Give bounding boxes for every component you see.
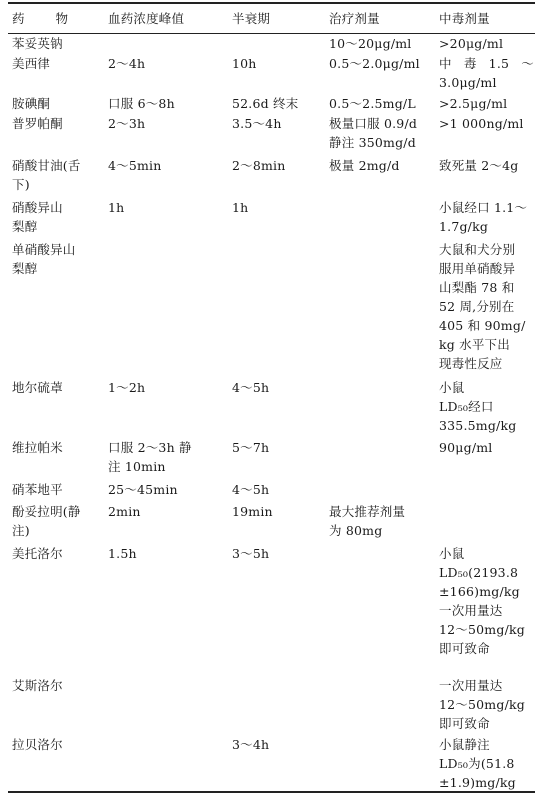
cell-peak-concentration: 2～3h	[108, 116, 146, 131]
cell-peak-concentration: 25～45min	[108, 482, 178, 497]
cell-toxic-dose: 一次用量达 12～50mg/kg 即可致命	[439, 678, 525, 731]
cell-drug-name: 普罗帕酮	[12, 116, 63, 131]
cell-therapeutic-dose: 10～20μg/ml	[329, 36, 412, 51]
cell-toxic-dose: 中毒1.5～3.0μg/ml	[439, 56, 534, 90]
cell-half-life: 4～5h	[232, 380, 270, 395]
header-therapeutic-dose: 治疗剂量	[329, 11, 380, 26]
cell-peak-concentration: 2～4h	[108, 56, 146, 71]
cell-half-life: 3～5h	[232, 546, 270, 561]
cell-peak-concentration: 口服 2～3h 静 注 10min	[108, 440, 192, 474]
cell-drug-name: 胺碘酮	[12, 96, 51, 111]
cell-half-life: 19min	[232, 504, 273, 519]
cell-peak-concentration: 1～2h	[108, 380, 146, 395]
cell-drug-name: 拉贝洛尔	[12, 737, 63, 752]
cell-drug-name: 艾斯洛尔	[12, 678, 63, 693]
cell-toxic-dose: 小鼠 LD₅₀(2193.8 ±166)mg/kg 一次用量达 12～50mg/kg 即可致命	[439, 546, 525, 656]
table-top-rule	[8, 2, 535, 4]
cell-therapeutic-dose: 极量 2mg/d	[329, 158, 400, 173]
cell-drug-name: 硝酸异山 梨醇	[12, 200, 63, 234]
cell-toxic-dose: >20μg/ml	[439, 36, 504, 51]
header-toxic-dose: 中毒剂量	[439, 11, 490, 26]
cell-half-life: 3.5～4h	[232, 116, 282, 131]
cell-toxic-dose: 小鼠 LD₅₀经口 335.5mg/kg	[439, 380, 517, 433]
cell-half-life: 3～4h	[232, 737, 270, 752]
cell-toxic-dose: >2.5μg/ml	[439, 96, 508, 111]
cell-therapeutic-dose: 0.5～2.5mg/L	[329, 96, 416, 111]
cell-peak-concentration: 2min	[108, 504, 141, 519]
cell-half-life: 5～7h	[232, 440, 270, 455]
cell-toxic-dose: 致死量 2～4g	[439, 158, 519, 173]
cell-therapeutic-dose: 最大推荐剂量 为 80mg	[329, 504, 406, 538]
cell-drug-name: 苯妥英钠	[12, 36, 63, 51]
cell-toxic-dose: 大鼠和犬分别 服用单硝酸异 山梨酯 78 和 52 周,分别在 405 和 90mg/ kg 水平下出 现毒性反应	[439, 242, 526, 371]
cell-drug-name: 酚妥拉明(静 注)	[12, 504, 81, 538]
cell-drug-name: 美西律	[12, 56, 51, 71]
cell-therapeutic-dose: 0.5～2.0μg/ml	[329, 56, 420, 71]
cell-half-life: 1h	[232, 200, 249, 215]
cell-half-life: 2～8min	[232, 158, 286, 173]
cell-toxic-dose: >1 000ng/ml	[439, 116, 524, 131]
cell-toxic-dose: 小鼠静注 LD₅₀为(51.8 ±1.9)mg/kg	[439, 737, 516, 790]
cell-half-life: 4～5h	[232, 482, 270, 497]
cell-drug-name: 维拉帕米	[12, 440, 63, 455]
cell-drug-name: 硝酸甘油(舌 下)	[12, 158, 81, 192]
cell-peak-concentration: 1h	[108, 200, 125, 215]
cell-peak-concentration: 口服 6～8h	[108, 96, 175, 111]
cell-drug-name: 单硝酸异山 梨醇	[12, 242, 76, 276]
cell-toxic-dose: 小鼠经口 1.1～ 1.7g/kg	[439, 200, 528, 234]
cell-toxic-dose: 90μg/ml	[439, 440, 493, 455]
cell-drug-name: 地尔硫䓬	[12, 380, 63, 395]
cell-half-life: 10h	[232, 56, 257, 71]
cell-therapeutic-dose: 极量口服 0.9/d 静注 350mg/d	[329, 116, 418, 150]
cell-drug-name: 硝苯地平	[12, 482, 63, 497]
cell-peak-concentration: 4～5min	[108, 158, 162, 173]
cell-peak-concentration: 1.5h	[108, 546, 137, 561]
header-drug: 药 物	[12, 11, 71, 26]
header-peak: 血药浓度峰值	[108, 11, 185, 26]
cell-half-life: 52.6d 终末	[232, 96, 299, 111]
cell-drug-name: 美托洛尔	[12, 546, 63, 561]
header-halflife: 半衰期	[232, 11, 271, 26]
